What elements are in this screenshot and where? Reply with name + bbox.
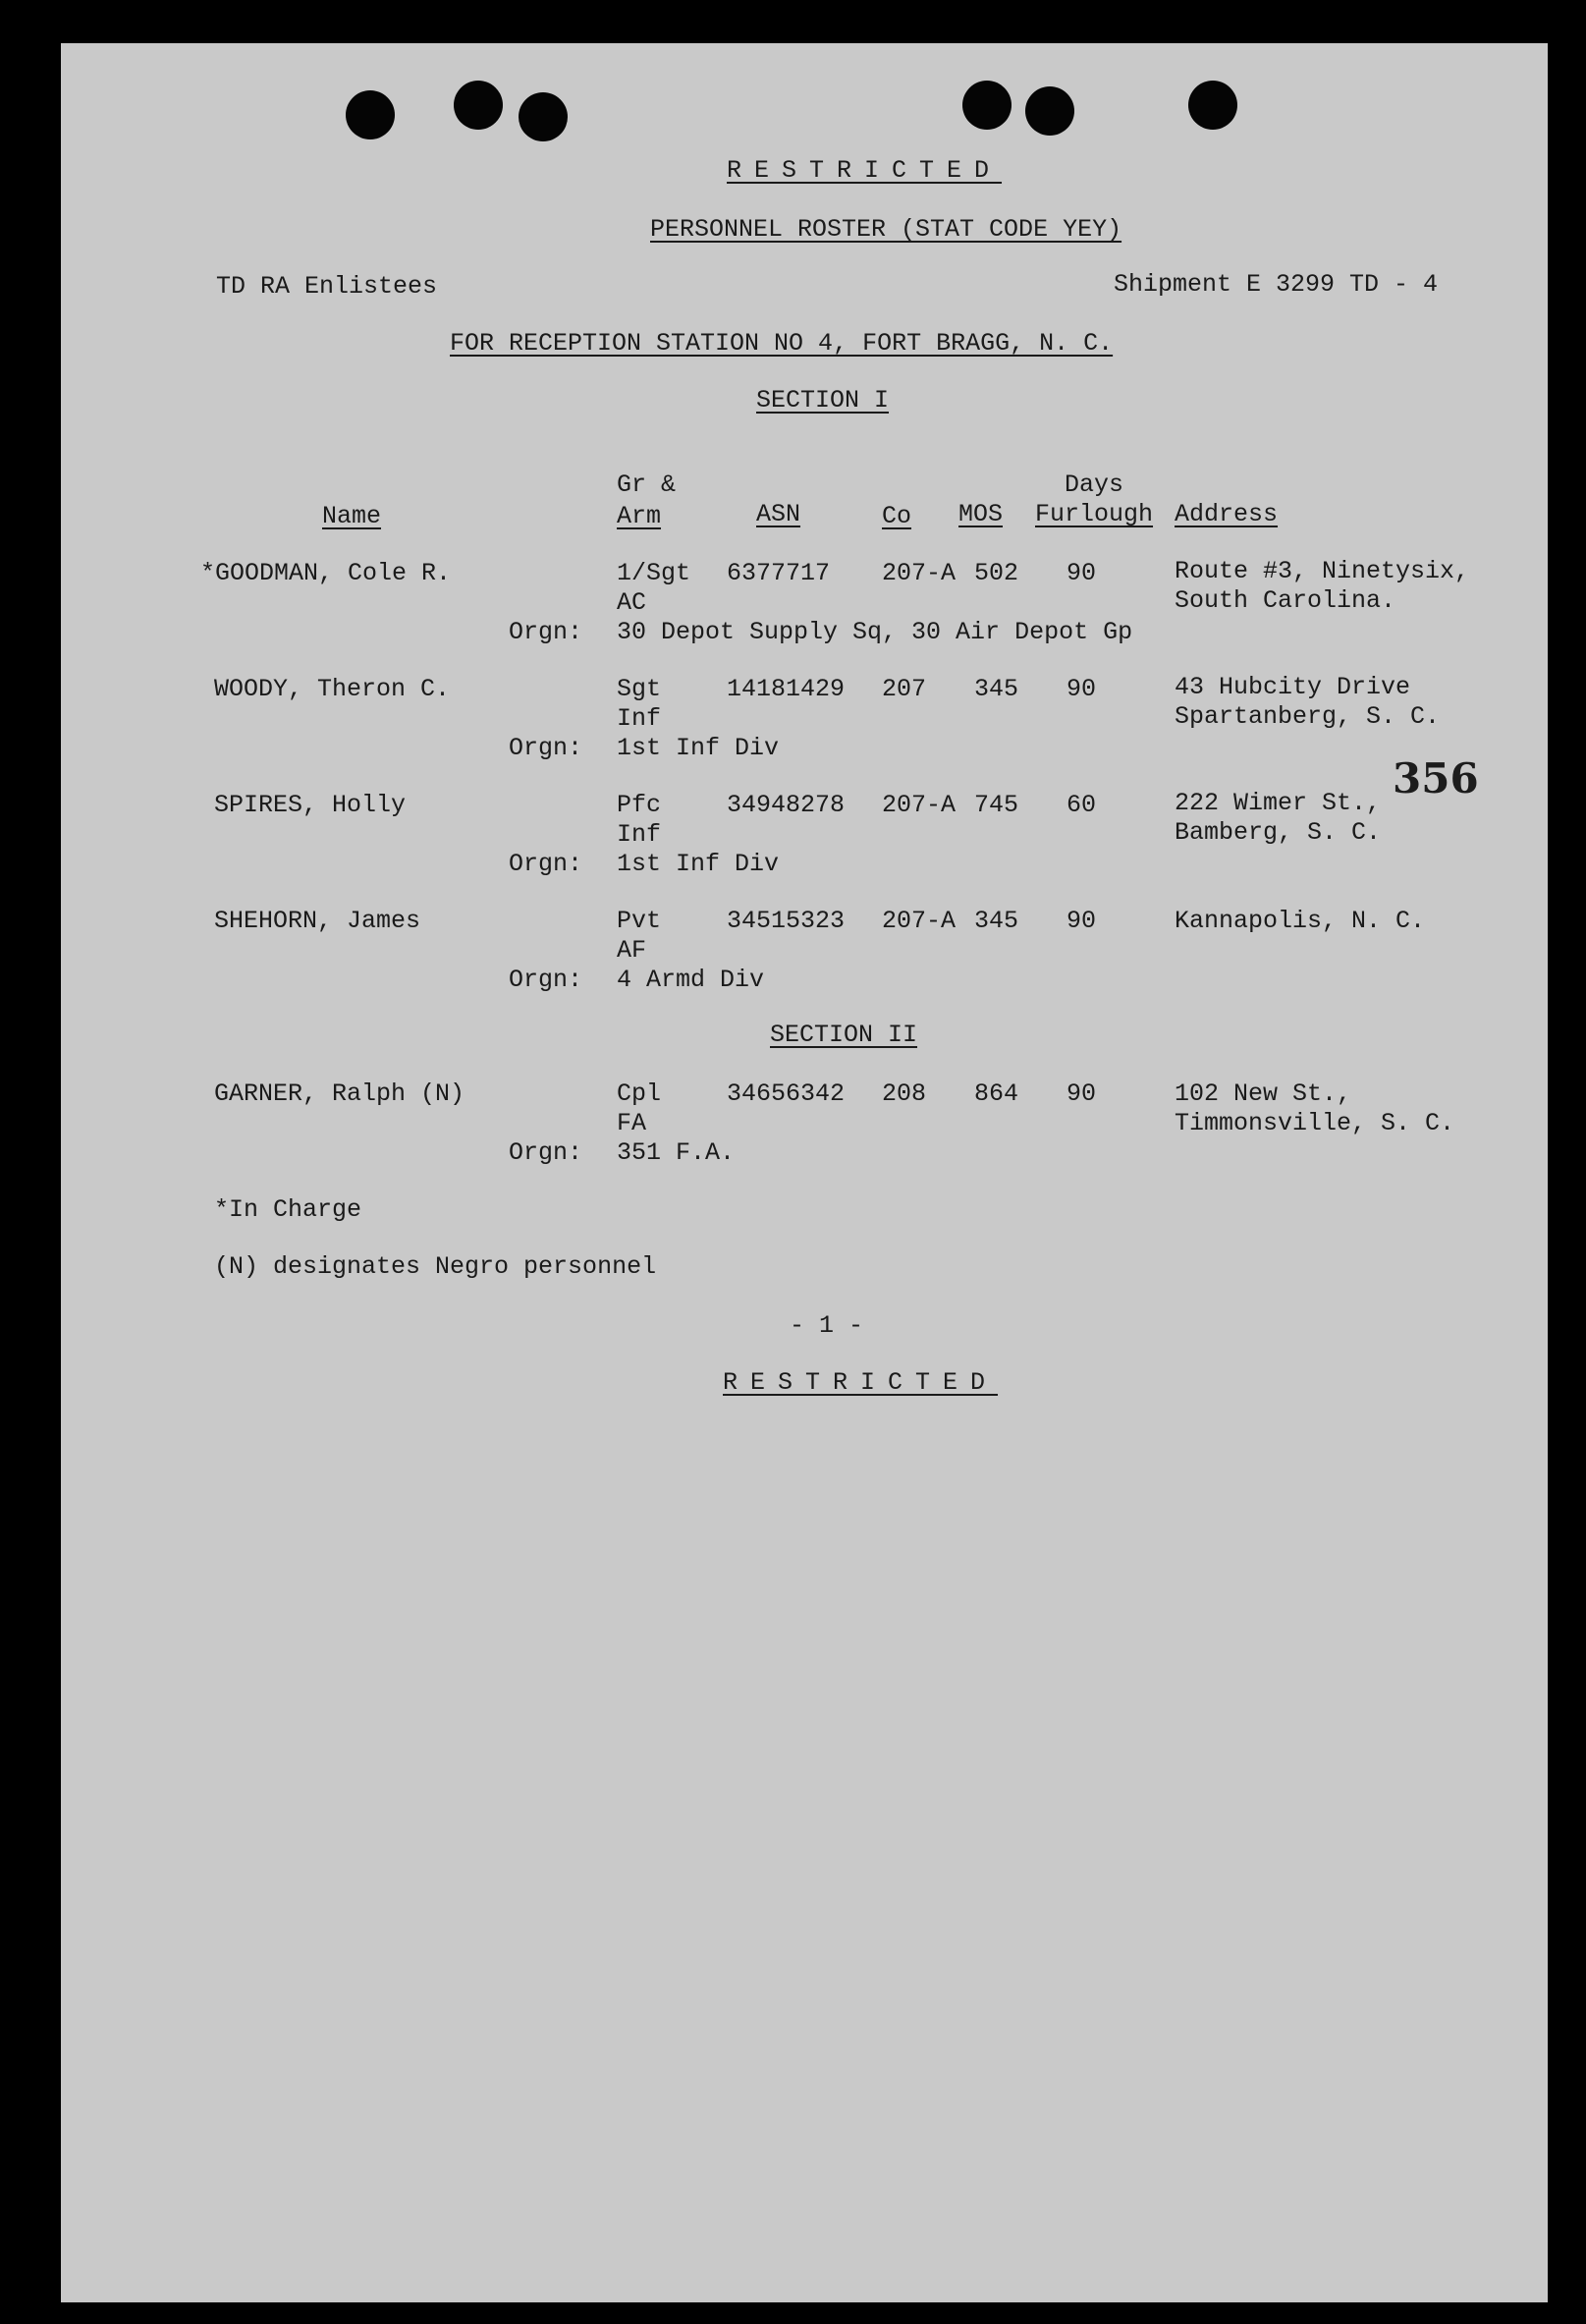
record-address-line-1: Route #3, Ninetysix, (1175, 557, 1470, 585)
record-address-line-2: Bamberg, S. C. (1175, 818, 1382, 847)
record-address-line-1: Kannapolis, N. C. (1175, 907, 1426, 935)
destination-line: FOR RECEPTION STATION NO 4, FORT BRAGG, N. C. (450, 329, 1114, 358)
group-label: TD RA Enlistees (216, 272, 438, 301)
record-co: 207-A (882, 791, 957, 819)
column-header-gr-top: Gr & (617, 470, 677, 499)
record-co: 207-A (882, 559, 957, 587)
orgn-label: Orgn: (509, 966, 583, 994)
record-organization: 351 F.A. (617, 1138, 736, 1167)
column-header-mos: MOS (958, 500, 1004, 528)
record-mos: 745 (974, 791, 1019, 819)
record-asn: 34515323 (727, 907, 846, 935)
column-header-days-top: Days (1065, 470, 1124, 499)
orgn-label: Orgn: (509, 618, 583, 646)
record-organization: 1st Inf Div (617, 734, 780, 762)
record-days: 90 (1066, 1079, 1097, 1108)
roster-title: PERSONNEL ROSTER (STAT CODE YEY) (650, 215, 1122, 244)
record-asn: 6377717 (727, 559, 831, 587)
column-header-address: Address (1175, 500, 1279, 528)
record-name: SHEHORN, James (214, 907, 421, 935)
record-arm: AC (617, 588, 647, 617)
record-address-line-2: Timmonsville, S. C. (1175, 1109, 1455, 1137)
classification-footer: RESTRICTED (723, 1368, 999, 1397)
record-grade: Pfc (617, 791, 662, 819)
punch-hole (346, 90, 395, 139)
record-address-line-2: Spartanberg, S. C. (1175, 702, 1441, 731)
record-co: 208 (882, 1079, 927, 1108)
record-days: 90 (1066, 907, 1097, 935)
punch-hole (454, 81, 503, 130)
record-address-line-1: 222 Wimer St., (1175, 789, 1382, 817)
record-grade: Sgt (617, 675, 662, 703)
record-mos: 864 (974, 1079, 1019, 1108)
record-address-line-1: 43 Hubcity Drive (1175, 673, 1411, 701)
punch-hole (519, 92, 568, 141)
column-header-asn: ASN (756, 500, 801, 528)
classification-header: RESTRICTED (727, 156, 1003, 185)
record-days: 60 (1066, 791, 1097, 819)
record-co: 207-A (882, 907, 957, 935)
record-organization: 1st Inf Div (617, 850, 780, 878)
record-asn: 14181429 (727, 675, 846, 703)
column-header-furlough: Furlough (1035, 500, 1154, 528)
section-title: SECTION II (770, 1021, 918, 1049)
document-page (61, 43, 1548, 2302)
record-arm: Inf (617, 820, 662, 849)
record-arm: FA (617, 1109, 647, 1137)
footnote-in-charge: *In Charge (214, 1195, 362, 1224)
record-mos: 345 (974, 907, 1019, 935)
record-organization: 4 Armd Div (617, 966, 765, 994)
record-grade: 1/Sgt (617, 559, 691, 587)
shipment-number: Shipment E 3299 TD - 4 (1114, 270, 1439, 299)
page-number: - 1 - (790, 1311, 864, 1340)
section-title: SECTION I (756, 386, 890, 415)
column-header-arm: Arm (617, 502, 662, 530)
column-header-name: Name (322, 502, 382, 530)
record-name: *GOODMAN, Cole R. (200, 559, 452, 587)
punch-hole (1188, 81, 1237, 130)
record-address-line-2: South Carolina. (1175, 586, 1396, 615)
footnote-designation: (N) designates Negro personnel (214, 1252, 657, 1281)
orgn-label: Orgn: (509, 734, 583, 762)
record-name: SPIRES, Holly (214, 791, 407, 819)
record-days: 90 (1066, 675, 1097, 703)
orgn-label: Orgn: (509, 1138, 583, 1167)
record-name: GARNER, Ralph (N) (214, 1079, 465, 1108)
record-address-line-1: 102 New St., (1175, 1079, 1352, 1108)
record-arm: AF (617, 936, 647, 965)
record-asn: 34656342 (727, 1079, 846, 1108)
record-grade: Cpl (617, 1079, 662, 1108)
record-mos: 502 (974, 559, 1019, 587)
orgn-label: Orgn: (509, 850, 583, 878)
record-co: 207 (882, 675, 927, 703)
record-mos: 345 (974, 675, 1019, 703)
record-days: 90 (1066, 559, 1097, 587)
record-grade: Pvt (617, 907, 662, 935)
punch-hole (1025, 86, 1074, 136)
record-name: WOODY, Theron C. (214, 675, 451, 703)
record-asn: 34948278 (727, 791, 846, 819)
page-stamp-number: 356 (1393, 754, 1479, 802)
record-organization: 30 Depot Supply Sq, 30 Air Depot Gp (617, 618, 1133, 646)
column-header-co: Co (882, 502, 912, 530)
punch-hole (962, 81, 1012, 130)
record-arm: Inf (617, 704, 662, 733)
